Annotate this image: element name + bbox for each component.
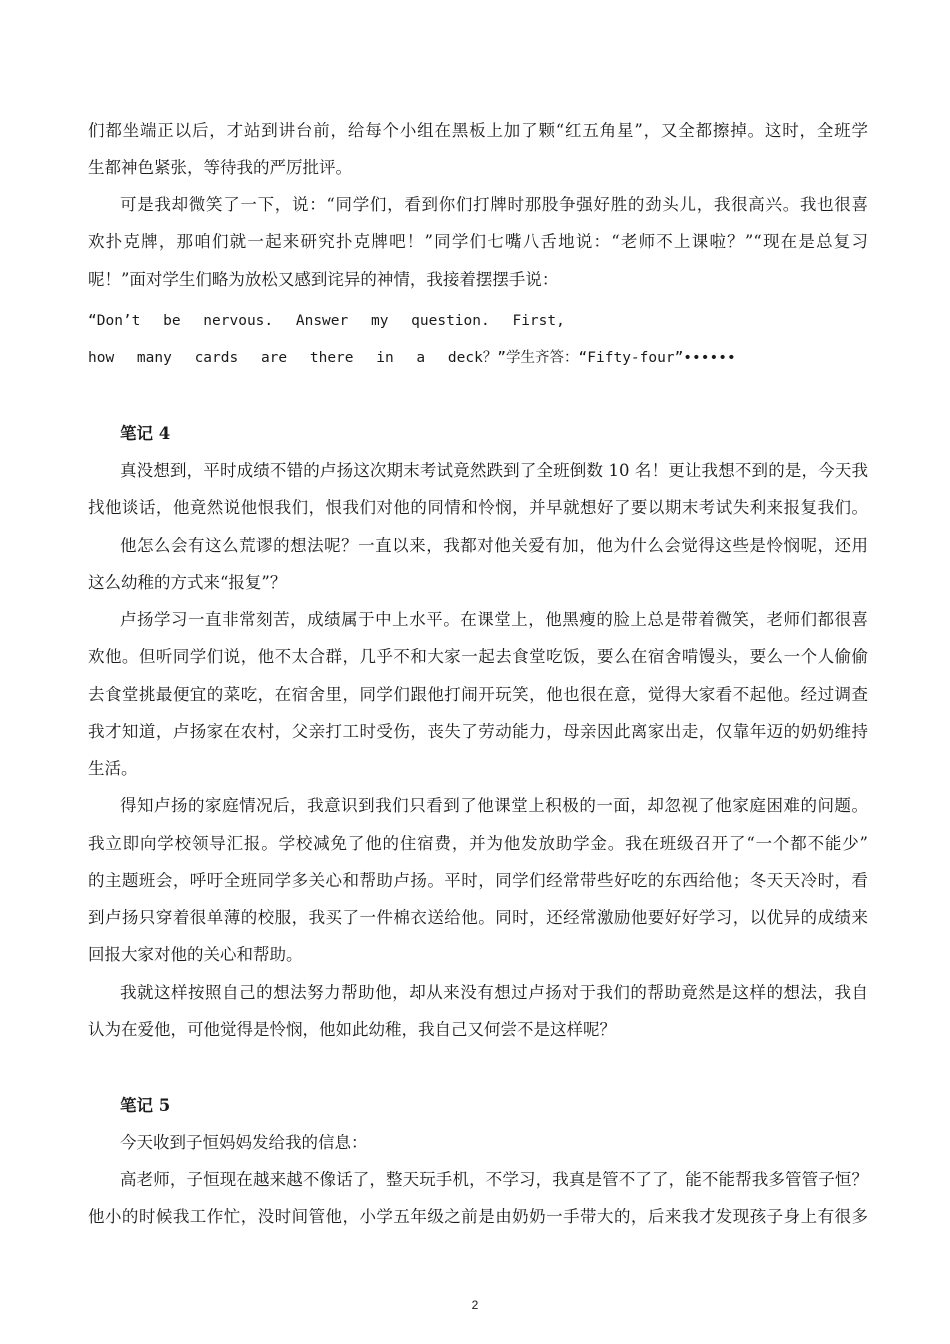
paragraph-line: 他怎么会有这么荒谬的想法呢？一直以来，我都对他关爱有加，他为什么会觉得这些是怜悯呢，还用	[120, 536, 868, 555]
paragraph-line: 的主题班会，呼吁全班同学多关心和帮助卢扬。平时，同学们经常带些好吃的东西给他；冬天天冷时，看	[88, 871, 868, 890]
paragraph-line: 认为在爱他，可他觉得是怜悯，他如此幼稚，我自己又何尝不是这样呢？	[88, 1020, 616, 1039]
paragraph-line: 高老师，子恒现在越来越不像话了，整天玩手机，不学习，我真是管不了了，能不能帮我多管管子恒？	[120, 1170, 868, 1189]
paragraph-line: 欢扑克牌，那咱们就一起来研究扑克牌吧！”同学们七嘴八舌地说：“老师不上课啦？”“现在是总复习	[88, 232, 868, 251]
paragraph-line: 们都坐端正以后，才站到讲台前，给每个小组在黑板上加了颗“红五角星”，又全都擦掉。这时，全班学	[88, 121, 868, 140]
page-number: 2	[471, 1298, 479, 1312]
paragraph-line: 我就这样按照自己的想法努力帮助他，却从来没有想过卢扬对于我们的帮助竟然是这样的想法，我自	[120, 983, 868, 1002]
paragraph-line: 卢扬学习一直非常刻苦，成绩属于中上水平。在课堂上，他黑瘦的脸上总是带着微笑，老师们都很喜	[120, 610, 868, 629]
paragraph-line: 到卢扬只穿着很单薄的校服，我买了一件棉衣送给他。同时，还经常激励他要好好学习，以优异的成绩来	[88, 908, 868, 927]
paragraph-line: 他小的时候我工作忙，没时间管他，小学五年级之前是由奶奶一手带大的，后来我才发现孩子身上有很多	[88, 1207, 868, 1226]
paragraph-line: 真没想到，平时成绩不错的卢扬这次期末考试竟然跌到了全班倒数 10 名！更让我想不到的是，今天我	[120, 461, 868, 480]
paragraph-line: 去食堂挑最便宜的菜吃，在宿舍里，同学们跟他打闹开玩笑，他也很在意，觉得大家看不起他。经过调查	[88, 685, 868, 704]
english-quote-line: how many cards are there in a deck？”学生齐答：“Fifty-four”••••••	[88, 350, 736, 366]
note-heading: 笔记 4	[120, 424, 171, 443]
paragraph-line: 找他谈话，他竟然说他恨我们，恨我们对他的同情和怜悯，并早就想好了要以期末考试失利来报复我们。	[88, 498, 868, 517]
paragraph-line: 呢！”面对学生们略为放松又感到诧异的神情，我接着摆摆手说：	[88, 270, 559, 289]
paragraph-line: 生都神色紧张，等待我的严厉批评。	[88, 158, 352, 177]
paragraph-line: 生活。	[88, 759, 138, 778]
paragraph-line: 可是我却微笑了一下，说：“同学们，看到你们打牌时那股争强好胜的劲头儿，我很高兴。我也很喜	[120, 195, 868, 214]
paragraph-line: 回报大家对他的关心和帮助。	[88, 945, 303, 964]
paragraph-line: 我立即向学校领导汇报。学校减免了他的住宿费，并为他发放助学金。我在班级召开了“一个都不能少”	[88, 834, 868, 853]
paragraph-line: 这么幼稚的方式来“报复”？	[88, 573, 287, 592]
paragraph-line: 得知卢扬的家庭情况后，我意识到我们只看到了他课堂上积极的一面，却忽视了他家庭困难的问题。	[120, 796, 868, 815]
note-heading: 笔记 5	[120, 1096, 171, 1115]
paragraph-line: 我才知道，卢扬家在农村，父亲打工时受伤，丧失了劳动能力，母亲因此离家出走，仅靠年迈的奶奶维持	[88, 722, 868, 741]
paragraph-line: 欢他。但听同学们说，他不太合群，几乎不和大家一起去食堂吃饭，要么在宿舍啃馒头，要么一个人偷偷	[88, 647, 868, 666]
paragraph-line: 今天收到子恒妈妈发给我的信息：	[120, 1133, 368, 1152]
english-quote-line: “Don’t be nervous. Answer my question. First,	[88, 313, 565, 329]
